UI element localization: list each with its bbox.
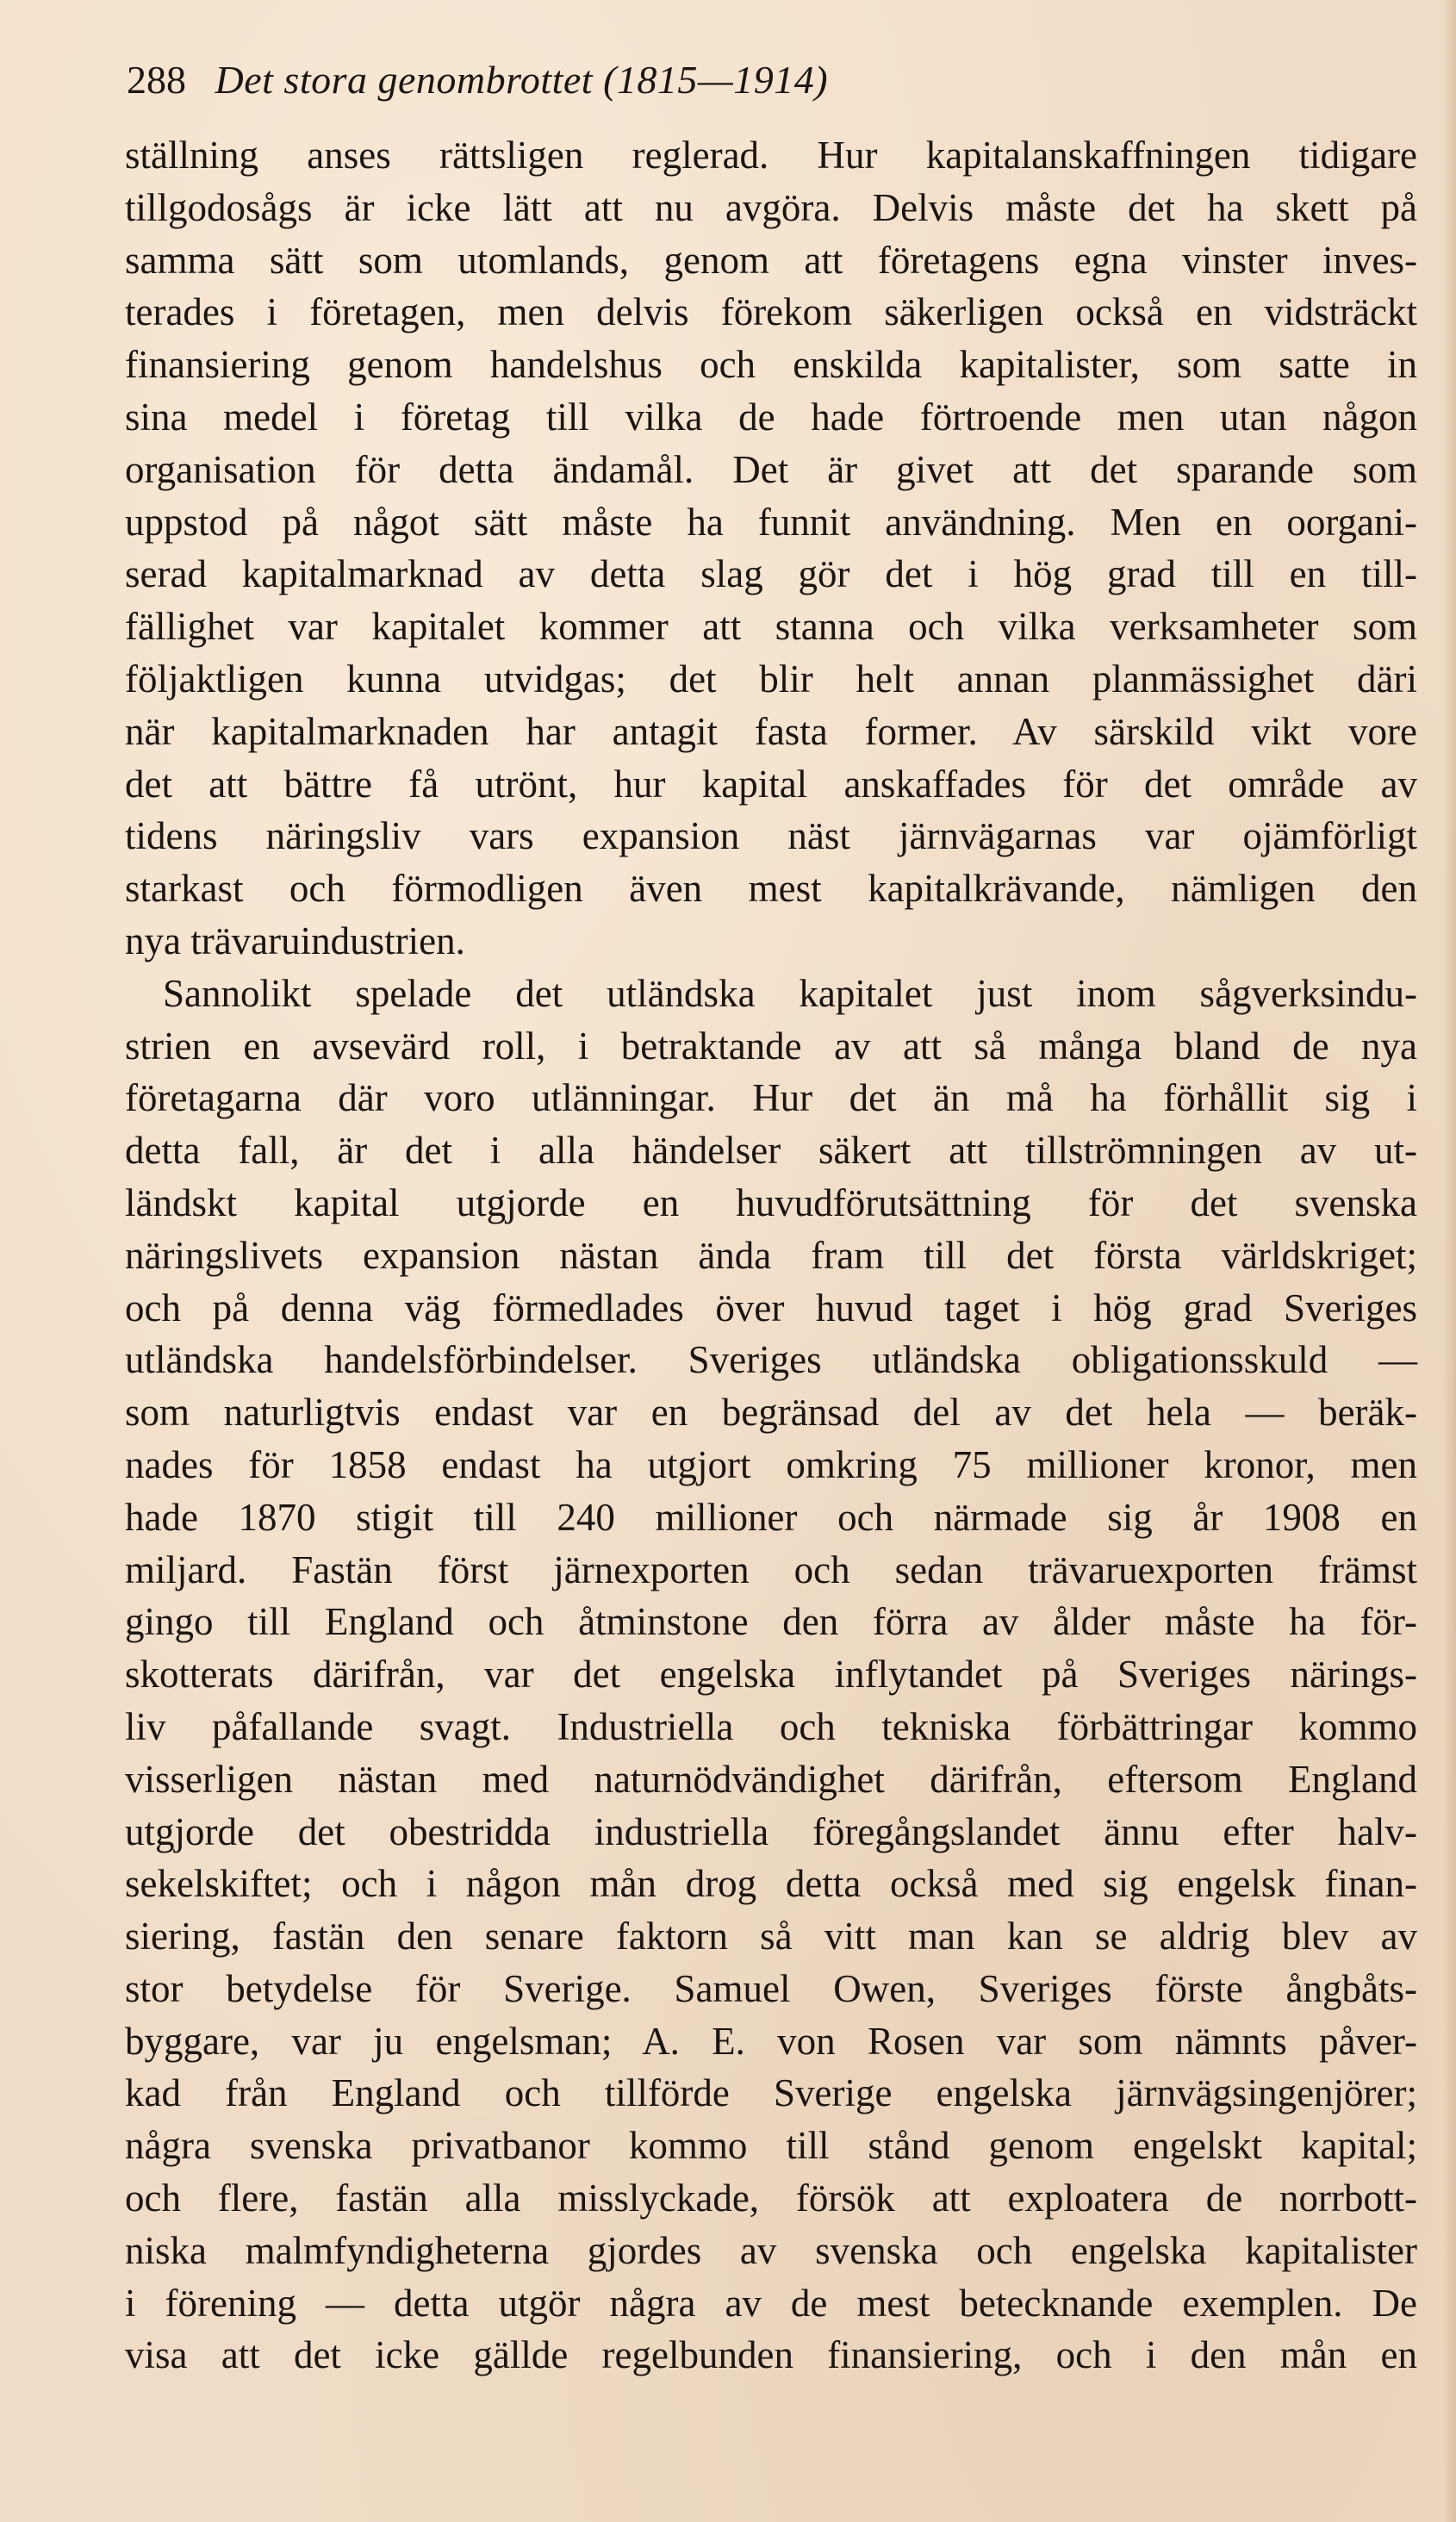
text-line: terades i företagen, men delvis förekom säkerligen också en vidsträckt <box>125 290 1417 334</box>
text-line: några svenska privatbanor kommo till stånd genom engelskt kapital; <box>125 2124 1417 2168</box>
paragraph <box>125 129 1417 968</box>
text-line: tillgodosågs är icke lätt att nu avgöra. Delvis måste det ha skett på <box>125 185 1417 229</box>
text-line: skotterats därifrån, var det engelska inflytandet på Sveriges närings- <box>125 1653 1417 1697</box>
text-line: visserligen nästan med naturnödvändighet därifrån, eftersom England <box>125 1757 1417 1801</box>
text-line: gingo till England och åtminstone den förra av ålder måste ha för- <box>125 1600 1417 1644</box>
text-line: ställning anses rättsligen reglerad. Hur kapitalanskaffningen tidigare <box>125 134 1417 177</box>
running-title: Det stora genombrottet (1815—1914) <box>215 58 829 102</box>
text-line: nya trävaruindustrien. <box>125 919 465 962</box>
text-line: finansiering genom handelshus och enskilda kapitalister, som satte in <box>125 343 1417 387</box>
text-line: detta fall, är det i alla händelser säkert att tillströmningen av ut- <box>125 1129 1417 1173</box>
text-line: starkast och förmodligen även mest kapitalkrävande, nämligen den <box>125 867 1417 911</box>
text-line: näringslivets expansion nästan ända fram till det första världskriget; <box>125 1233 1417 1277</box>
text-line: byggare, var ju engelsman; A. E. von Rosen var som nämnts påver- <box>125 2019 1417 2063</box>
text-line: miljard. Fastän först järnexporten och sedan trävaruexporten främst <box>125 1547 1417 1591</box>
text-line: när kapitalmarknaden har antagit fasta former. Av särskild vikt vore <box>125 709 1417 753</box>
text-line: och flere, fastän alla misslyckade, försök att exploatera de norrbott- <box>125 2176 1417 2220</box>
text-line: niska malmfyndigheterna gjordes av svenska och engelska kapitalister <box>125 2228 1417 2272</box>
text-line: det att bättre få utrönt, hur kapital anskaffades för det område av <box>125 762 1417 806</box>
text-line: som naturligtvis endast var en begränsad del av det hela — beräk- <box>125 1391 1417 1435</box>
page-number: 288 <box>127 58 186 102</box>
text-line: fällighet var kapitalet kommer att stanna och vilka verksamheter som <box>125 605 1417 649</box>
text-line: företagarna där voro utlänningar. Hur det än må ha förhållit sig i <box>125 1076 1417 1120</box>
text-line: och på denna väg förmedlades över huvud taget i hög grad Sveriges <box>125 1286 1417 1329</box>
text-line: ländskt kapital utgjorde en huvudförutsättning för det svenska <box>125 1180 1417 1224</box>
text-line: strien en avsevärd roll, i betraktande av att så många bland de nya <box>125 1024 1417 1068</box>
paragraph <box>125 968 1417 2382</box>
text-line: Sannolikt spelade det utländska kapitalet just inom sågverksindu- <box>163 971 1417 1015</box>
page-edge-shadow <box>1442 0 1456 2522</box>
text-line: sekelskiftet; och i någon mån drog detta också med sig engelsk finan- <box>125 1862 1417 1906</box>
body-text <box>125 129 1417 2382</box>
text-line: kad från England och tillförde Sverige engelska järnvägsingenjörer; <box>125 2071 1417 2115</box>
text-line: utländska handelsförbindelser. Sveriges utländska obligationsskuld — <box>125 1338 1417 1382</box>
text-line: samma sätt som utomlands, genom att företagens egna vinster inves- <box>125 238 1417 282</box>
text-line: serad kapitalmarknad av detta slag gör det i hög grad till en till- <box>125 552 1417 596</box>
text-line: utgjorde det obestridda industriella föregångslandet ännu efter halv- <box>125 1809 1417 1853</box>
text-line: hade 1870 stigit till 240 millioner och närmade sig år 1908 en <box>125 1495 1417 1539</box>
text-line: sina medel i företag till vilka de hade förtroende men utan någon <box>125 395 1417 439</box>
text-line: följaktligen kunna utvidgas; det blir helt annan planmässighet däri <box>125 657 1417 701</box>
text-line: liv påfallande svagt. Industriella och tekniska förbättringar kommo <box>125 1704 1417 1748</box>
text-line: i förening — detta utgör några av de mest betecknande exemplen. De <box>125 2281 1417 2325</box>
text-line: organisation för detta ändamål. Det är givet att det sparande som <box>125 447 1417 491</box>
text-line: tidens näringsliv vars expansion näst järnvägarnas var ojämförligt <box>125 814 1417 858</box>
text-line: uppstod på något sätt måste ha funnit användning. Men en oorgani- <box>125 500 1417 544</box>
text-line: nades för 1858 endast ha utgjort omkring 75 millioner kronor, men <box>125 1442 1417 1486</box>
text-line: siering, fastän den senare faktorn så vitt man kan se aldrig blev av <box>125 1915 1417 1958</box>
text-line: visa att det icke gällde regelbunden finansiering, och i den mån en <box>125 2333 1417 2377</box>
page-header <box>127 57 1419 117</box>
text-line: stor betydelse för Sverige. Samuel Owen, Sveriges förste ångbåts- <box>125 1966 1417 2010</box>
